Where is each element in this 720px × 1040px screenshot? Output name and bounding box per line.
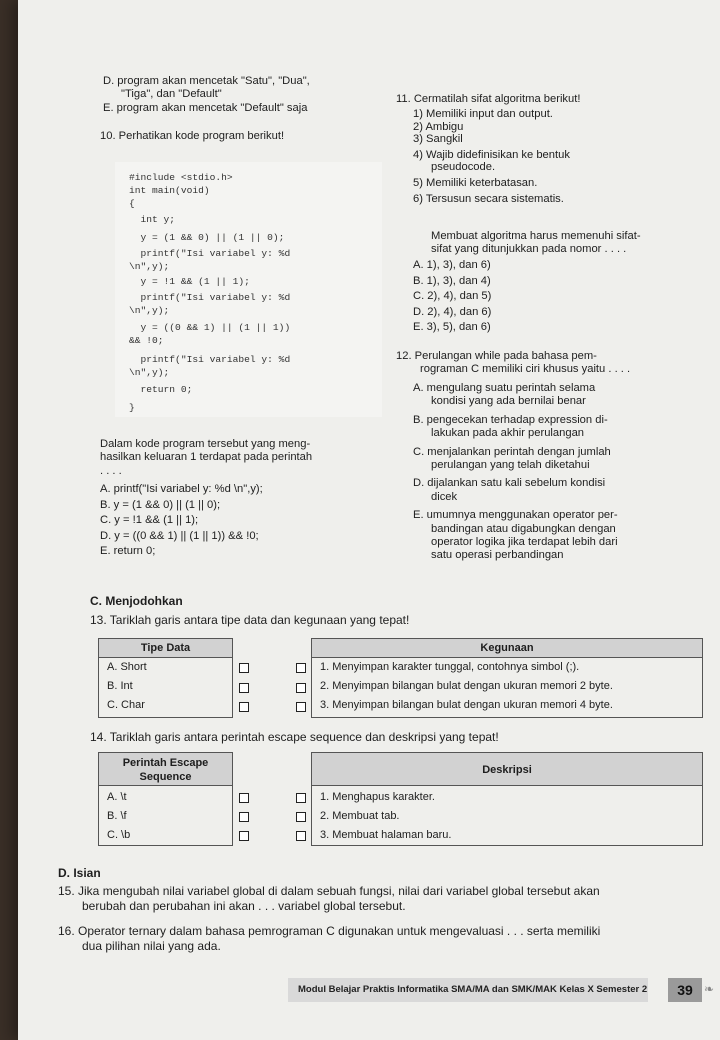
escape-box-2[interactable] xyxy=(296,812,306,822)
question-12-options: A. mengulang suatu perintah selama kondisi yang ada bernilai benar B. pengecekan terhadap expression di- lakukan pada akhir perulangan C. menjalankan perintah dengan jumlah perulangan yang telah diketahui D. dijalankan satu kali sebelum kondisi dicek E. umumnya menggunakan operator per- bandingan atau digabungkan dengan operator logika jika terdapat lebih dari satu operasi perbandingan xyxy=(413,382,618,562)
section-d-heading: D. Isian xyxy=(58,866,101,880)
book-page xyxy=(18,0,720,1040)
page-number: 39 xyxy=(668,978,702,1002)
question-11-items: 1) Memiliki input dan output. 2) Ambigu 3) Sangkil 4) Wajib didefinisikan ke bentuk pseudocode. 5) Memiliki keterbatasan. 6) Tersusun secara sistematis. xyxy=(413,108,570,205)
question-11-text: Membuat algoritma harus memenuhi sifat- sifat yang ditunjukkan pada nomor . . . . xyxy=(431,230,641,256)
footer-title: Modul Belajar Praktis Informatika SMA/MA dan SMK/MAK Kelas X Semester 2 xyxy=(298,984,648,995)
escape-box-a[interactable] xyxy=(239,793,249,803)
escape-box-c[interactable] xyxy=(239,831,249,841)
escape-box-1[interactable] xyxy=(296,793,306,803)
table13-left-body: A. Short B. Int C. Char xyxy=(98,658,233,718)
question-13: 13. Tariklah garis antara tipe data dan kegunaan yang tepat! xyxy=(90,613,410,627)
table14-right-body: 1. Menghapus karakter. 2. Membuat tab. 3. Membuat halaman baru. xyxy=(311,786,703,846)
table13-right-body: 1. Menyimpan karakter tunggal, contohnya simbol (;). 2. Menyimpan bilangan bulat dengan ukuran memori 2 byte. 3. Menyimpan bilangan bulat dengan ukuran memori 4 byte. xyxy=(311,658,703,718)
q9-option-d: D. program akan mencetak "Satu", "Dua", "Tiga", dan "Default" xyxy=(103,75,310,101)
question-11-options: A. 1), 3), dan 6) B. 1), 3), dan 4) C. 2), 4), dan 5) D. 2), 4), dan 6) E. 3), 5), dan 6) xyxy=(413,259,492,333)
match-box-b[interactable] xyxy=(239,683,249,693)
question-15: 15. Jika mengubah nilai variabel global di dalam sebuah fungsi, nilai dari variabel global tersebut akan berubah dan perubahan ini akan . . . variabel global tersebut. xyxy=(58,884,600,913)
escape-box-b[interactable] xyxy=(239,812,249,822)
question-10-text: Dalam kode program tersebut yang meng- hasilkan keluaran 1 terdapat pada perintah . . . . xyxy=(100,438,313,477)
table13-header-right: Kegunaan xyxy=(311,638,703,658)
question-10: 10. Perhatikan kode program berikut! xyxy=(100,130,285,142)
match-box-1[interactable] xyxy=(296,663,306,673)
match-box-3[interactable] xyxy=(296,702,306,712)
match-box-c[interactable] xyxy=(239,702,249,712)
table14-header-right: Deskripsi xyxy=(311,752,703,786)
code-block: #include <stdio.h> int main(void) { int y; y = (1 && 0) || (1 || 0); printf("Isi variabel y: %d \n",y); y = !1 && (1 || 1); printf("Isi variabel y: %d \n",y); y = ((0 && 1) || (1 || 1)) && !0; printf("Isi variabel y: %d \n",y); return 0; } xyxy=(115,162,382,417)
question-16: 16. Operator ternary dalam bahasa pemrograman C digunakan untuk mengevaluasi . . . serta memiliki dua pilihan nilai yang ada. xyxy=(58,924,601,953)
table14-left-body: A. \t B. \f C. \b xyxy=(98,786,233,846)
table13-header-left: Tipe Data xyxy=(98,638,233,658)
match-box-2[interactable] xyxy=(296,683,306,693)
match-box-a[interactable] xyxy=(239,663,249,673)
question-11: 11. Cermatilah sifat algoritma berikut! xyxy=(396,93,581,105)
question-14: 14. Tariklah garis antara perintah escape sequence dan deskripsi yang tepat! xyxy=(90,730,499,744)
section-c-heading: C. Menjodohkan xyxy=(90,594,183,608)
q9-option-e: E. program akan mencetak "Default" saja xyxy=(103,102,308,114)
table14-header-left: Perintah Escape Sequence xyxy=(98,752,233,786)
question-10-options: A. printf("Isi variabel y: %d \n",y); B. y = (1 && 0) || (1 || 0); C. y = !1 && (1 || 1); D. y = ((0 && 1) || (1 || 1)) && !0; E. return 0; xyxy=(100,483,263,557)
escape-box-3[interactable] xyxy=(296,831,306,841)
leaf-decoration-icon: ❧ xyxy=(704,982,715,996)
question-12: 12. Perulangan while pada bahasa pem- rograman C memiliki ciri khusus yaitu . . . . xyxy=(396,350,631,376)
